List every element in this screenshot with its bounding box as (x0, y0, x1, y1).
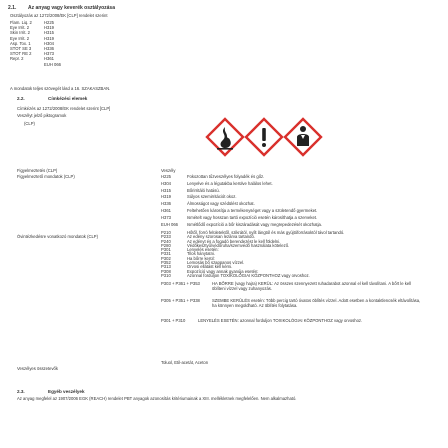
signal-word-label: Figyelmeztetés (CLP) (17, 168, 58, 173)
hazard-class-name: Eye Irrit. 2 (10, 35, 30, 41)
hazard-statement-text: Feltehetően károsítja a termékenységet vagy a születendő gyermeket. (187, 207, 318, 213)
combined-text: LENYELÉS ESETÉN: azonnal forduljon TOXIKOLÓGIAI KÖZPONTHOZ vagy orvoshoz. (198, 318, 363, 323)
section-2-2-heading: Címkézési elemek (48, 96, 88, 101)
hazard-statement-text: Súlyos szemirritációt okoz. (187, 194, 237, 200)
hazard-class-names (10, 20, 32, 62)
pictograms-label: Veszélyt jelző piktogramok (17, 113, 67, 118)
precautionary-code: P313 (161, 264, 171, 270)
precautionary-code: P308 (161, 268, 171, 274)
hazard-class-code: H373 (44, 51, 55, 57)
hazard-statement-text: Lenyelve és a légutakba kerülve halálos lehet. (187, 180, 273, 186)
hazard-statement-text: Fokozottan tűzveszélyes folyadék és gőz. (187, 174, 265, 179)
hazardous-components-label: Veszélyes összetevők (17, 366, 58, 371)
hazard-class-name: Flam. Liq. 2 (10, 20, 32, 25)
health-hazard-pictogram (285, 119, 321, 155)
other-hazards-text: Az anyag megfelel az 1907/2006 EGK (REACH) rendelet PBT anyagok azonosítás kritériumainak a XIII. mellékletnek megfelelően. Nem alkalmazható. (17, 396, 297, 401)
precautionary-code: P210 (161, 230, 171, 235)
hazard-class-code: EUH 066 (44, 61, 61, 67)
hazard-statement-code: H315 (161, 187, 172, 193)
precautionary-code: P240 (161, 238, 171, 244)
hazard-statement-text: Ismételt vagy hosszan tartó expozíció esetén károsíthatja a szerveket. (187, 214, 318, 220)
section-2-2-number: 2.2. (17, 96, 25, 101)
clp-classification-label: Osztályozás az 1272/2008/EK [CLP] rendelet szerint (10, 13, 108, 18)
combined-code: P305 + P351 + P338 (161, 298, 200, 303)
hazard-class-code: H304 (44, 40, 55, 46)
hazard-statement-code: H225 (161, 174, 172, 179)
precautionary-code: P302 (161, 255, 171, 261)
precautionary-code: P310 (161, 272, 171, 278)
precautionary-label: Óvintézkedésre vonatkozó mondatok (CLP) (17, 234, 98, 239)
precautionary-text: Ha bőrre kerül: (187, 255, 215, 261)
hazard-statement-text: Bőrirritáló hatású. (187, 187, 220, 193)
signal-word: Veszély (161, 168, 176, 173)
hazard-class-name: STOT RE 2 (10, 51, 32, 57)
combined-code: P303 + P361 + P353 (161, 281, 200, 286)
hazard-statement-text: Ismétlődő expozíció a bőr kiszáradását vagy megrepedezését okozhatja. (187, 221, 323, 227)
hazard-statements-label: Figyelmeztető mondatok (CLP) (17, 174, 75, 179)
hazard-statement-code: EUH 066 (161, 221, 178, 227)
precautionary-code: P233 (161, 234, 171, 240)
precautionary-text: Lemosás bő szappanos vízzel. (187, 260, 245, 266)
hazard-class-name: STOT SE 3 (10, 46, 32, 52)
hazard-statement-code: H304 (161, 180, 172, 186)
hazard-class-code: H336 (44, 46, 55, 52)
hazard-class-code: H225 (44, 20, 55, 25)
hazard-class-code: H319 (44, 35, 55, 41)
precautionary-text: Védőkesztyű/védőruha/szemvédő használata kötelező. (187, 242, 290, 248)
precautionary-text: Tilos hánytatni. (187, 251, 216, 257)
precautionary-texts (187, 230, 344, 277)
hazard-statement-texts (187, 174, 322, 228)
combined-text: SZEMBE KERÜLÉS esetén: Több percig tartó óvatos öblítés vízzel. Adott esetben a kontaktlencsék eltávolítása, ha könnyen megoldható. Az öblítés folytatása. (212, 298, 421, 309)
precautionary-text: Az edény szorosan lezárva tartandó. (187, 234, 255, 240)
pictograms-code: (CLP) (24, 121, 35, 126)
hazard-class-code: H361 (44, 56, 55, 62)
hazard-statement-codes (161, 174, 178, 228)
combined-code: P301 + P310 (161, 318, 186, 323)
ghs-pictograms (205, 117, 323, 159)
hazard-class-name: Asp. Tox. 1 (10, 40, 31, 46)
hazard-class-codes (44, 20, 61, 67)
section-2-3-number: 2.3. (17, 389, 25, 394)
exclamation-pictogram (246, 119, 282, 155)
precautionary-codes (161, 230, 171, 277)
precautionary-code: P352 (161, 260, 171, 266)
labelling-note: Címkézés az 1272/2008/EK rendelet szerint [CLP] (17, 106, 111, 111)
hazard-statement-code: H336 (161, 201, 172, 207)
hazard-class-code: H315 (44, 30, 55, 36)
section-2-1-number: 2.1. (8, 5, 17, 11)
precautionary-text: Az edényt és a fogadó berendezést le kell földelni. (187, 238, 281, 244)
precautionary-text: Azonnal forduljon TOXIKOLÓGIAI KÖZPONTHOZ vagy orvoshoz. (187, 272, 310, 278)
precautionary-text: Hőtől, forró felületektől, szikrától, nyílt lángtól és más gyújtóforrásoktól távol tartandó. (187, 230, 345, 235)
precautionary-text: Expozíció vagy annak gyanúja esetén: (187, 268, 259, 274)
hazard-class-code: H319 (44, 25, 55, 31)
hazardous-components: Toluol, Etil-acetát, Aceton (161, 360, 209, 365)
hazard-statement-code: H361 (161, 207, 172, 213)
combined-text: HA BŐRRE (vagy hajra) KERÜL: Az összes szennyezett ruhadarabot azonnal el kell távolítani. A bőrt le kell öblíteni vízzel vagy zuhanyozás. (212, 281, 412, 292)
flame-pictogram (207, 119, 243, 155)
precautionary-code: P280 (161, 242, 171, 248)
hazard-statement-code: H319 (161, 194, 172, 200)
hazard-statement-text: Álmosságot vagy szédülést okozhat. (187, 201, 255, 207)
hazard-class-name: Skin Irrit. 2 (10, 30, 31, 36)
hazard-class-name: Repr. 2 (10, 56, 24, 62)
precautionary-code: P301 (161, 247, 171, 253)
hazard-statement-code: H373 (161, 214, 172, 220)
hazard-class-name: Eye Irrit. 2 (10, 25, 30, 31)
precautionary-text: Lenyelés esetén: (187, 247, 219, 253)
precautionary-text: Orvosi ellátást kell kérni. (187, 264, 233, 270)
section-2-3-heading: Egyéb veszélyek (48, 389, 85, 394)
full-text-footnote: A mondatok teljes szövegét lásd a 16. SZAKASZBAN. (10, 86, 111, 91)
section-2-1-heading: Az anyag vagy keverék osztályozása (28, 5, 115, 11)
precautionary-code: P331 (161, 251, 171, 257)
